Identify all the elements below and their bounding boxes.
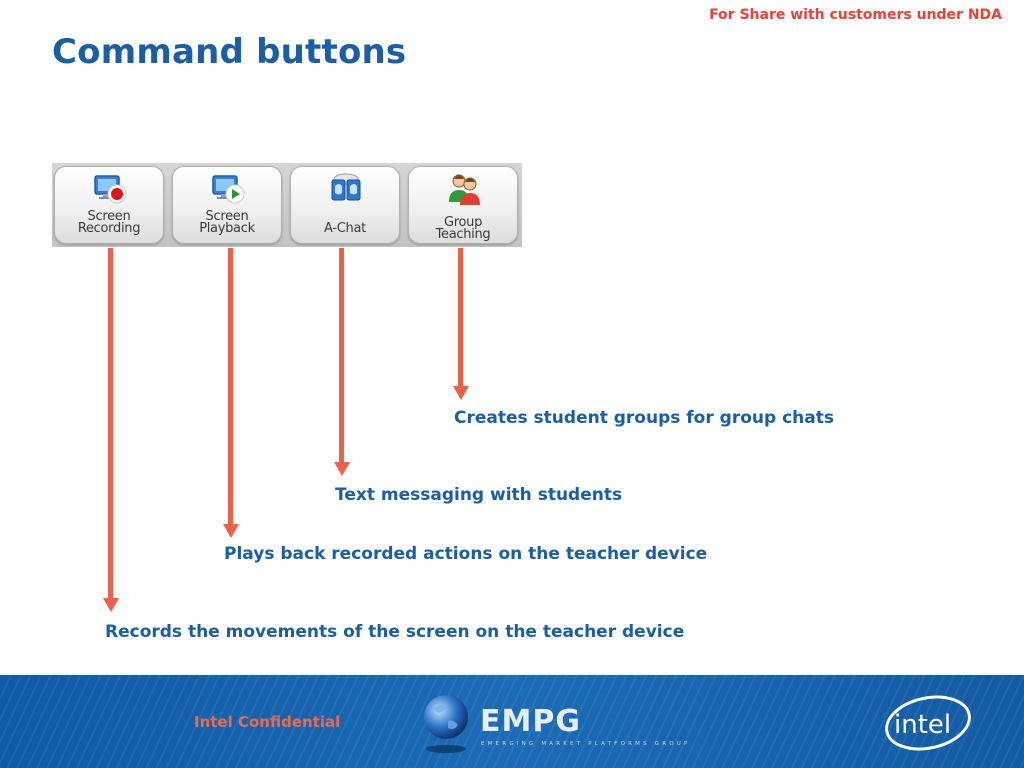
empg-logo-text: EMPG: [480, 704, 581, 739]
confidential-label: Intel Confidential: [194, 713, 341, 731]
command-toolbar: [52, 163, 522, 247]
group-icon: [447, 172, 481, 206]
group-teaching-label: Group Teaching: [435, 215, 491, 242]
screen-recording-label: Screen Recording: [77, 209, 141, 236]
a-chat-button[interactable]: [290, 166, 400, 244]
intel-logo-text: intel: [894, 710, 952, 740]
screen-record-icon: [93, 172, 127, 206]
group-teaching-button[interactable]: [408, 166, 518, 244]
screen-recording-button[interactable]: [54, 166, 164, 244]
callout-group-teaching: Creates student groups for group chats: [454, 408, 834, 428]
screen-playback-icon: [211, 172, 245, 206]
callout-screen-recording: Records the movements of the screen on the teacher device: [105, 622, 685, 642]
a-chat-label: A-Chat: [324, 221, 366, 236]
intel-logo: [880, 689, 980, 755]
footer-bar: [0, 675, 1024, 768]
chat-icon: [329, 172, 363, 206]
page-title: Command buttons: [52, 32, 407, 72]
screen-playback-label: Screen Playback: [199, 209, 255, 236]
callout-a-chat: Text messaging with students: [335, 485, 623, 505]
empg-tagline: EMERGING MARKET PLATFORMS GROUP: [481, 741, 691, 747]
screen-playback-button[interactable]: [172, 166, 282, 244]
callout-screen-playback: Plays back recorded actions on the teacher device: [224, 544, 708, 564]
nda-notice: For Share with customers under NDA: [709, 7, 1002, 23]
empg-logo: [424, 691, 691, 755]
